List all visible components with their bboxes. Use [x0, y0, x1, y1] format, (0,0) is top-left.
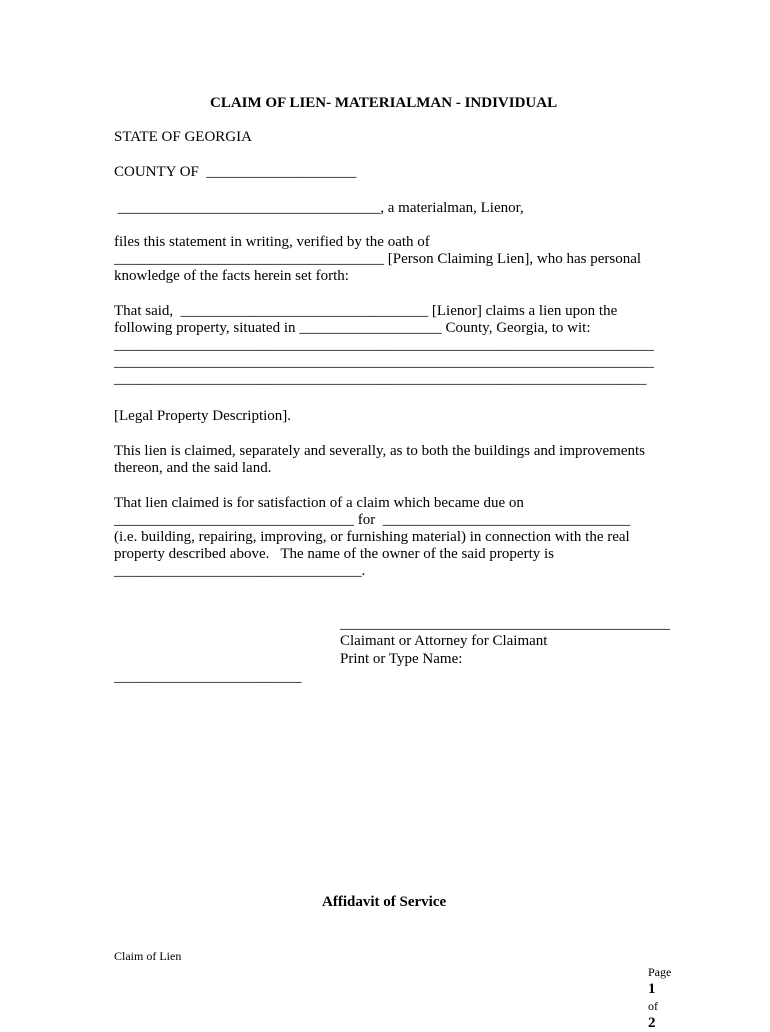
- severally-line-1: This lien is claimed, separately and severally, as to both the buildings and improvements: [114, 443, 645, 459]
- satisfaction-line-2: ________________________________ for _________________________________: [114, 512, 631, 528]
- satisfaction-line-1: That lien claimed is for satisfaction of a claim which became due on: [114, 495, 524, 511]
- severally-line-2: thereon, and the said land.: [114, 460, 272, 476]
- total-pages: 2: [648, 1015, 656, 1031]
- county-line: COUNTY OF ____________________: [114, 164, 357, 180]
- date-blank: _________________________: [114, 669, 302, 685]
- satisfaction-line-3: (i.e. building, repairing, improving, or furnishing material) in connection with the real: [114, 529, 630, 545]
- document-title: CLAIM OF LIEN- MATERIALMAN - INDIVIDUAL: [210, 95, 558, 111]
- description-blank-3: _______________________________________________________________________: [114, 371, 647, 387]
- signature-line: ____________________________________________: [340, 616, 670, 632]
- owner-blank: _________________________________.: [114, 563, 366, 579]
- satisfaction-line-4: property described above. The name of the owner of the said property is: [114, 546, 554, 562]
- legal-description: [Legal Property Description].: [114, 408, 292, 424]
- state-line: STATE OF GEORGIA: [114, 129, 252, 145]
- oath-line-1: files this statement in writing, verified by the oath of: [114, 234, 430, 250]
- of-word: of: [648, 999, 658, 1013]
- footer-left-text: Claim of Lien: [114, 949, 182, 963]
- page-number: 1: [648, 981, 656, 997]
- print-name-label: Print or Type Name:: [340, 651, 463, 667]
- oath-line-3: knowledge of the facts herein set forth:: [114, 268, 349, 284]
- lienor-line: ___________________________________, a materialman, Lienor,: [114, 200, 524, 216]
- page-word: Page: [648, 965, 672, 979]
- that-said-line-1: That said, _________________________________ [Lienor] claims a lien upon the: [114, 303, 618, 319]
- affidavit-heading: Affidavit of Service: [322, 894, 447, 910]
- description-blank-2: ________________________________________________________________________: [114, 354, 654, 370]
- that-said-line-2: following property, situated in ___________________ County, Georgia, to wit:: [114, 320, 591, 336]
- page-indicator: [642, 947, 671, 1032]
- oath-line-2: ____________________________________ [Person Claiming Lien], who has personal: [114, 251, 642, 267]
- description-blank-1: ________________________________________________________________________: [114, 337, 654, 353]
- signature-label: Claimant or Attorney for Claimant: [340, 633, 548, 649]
